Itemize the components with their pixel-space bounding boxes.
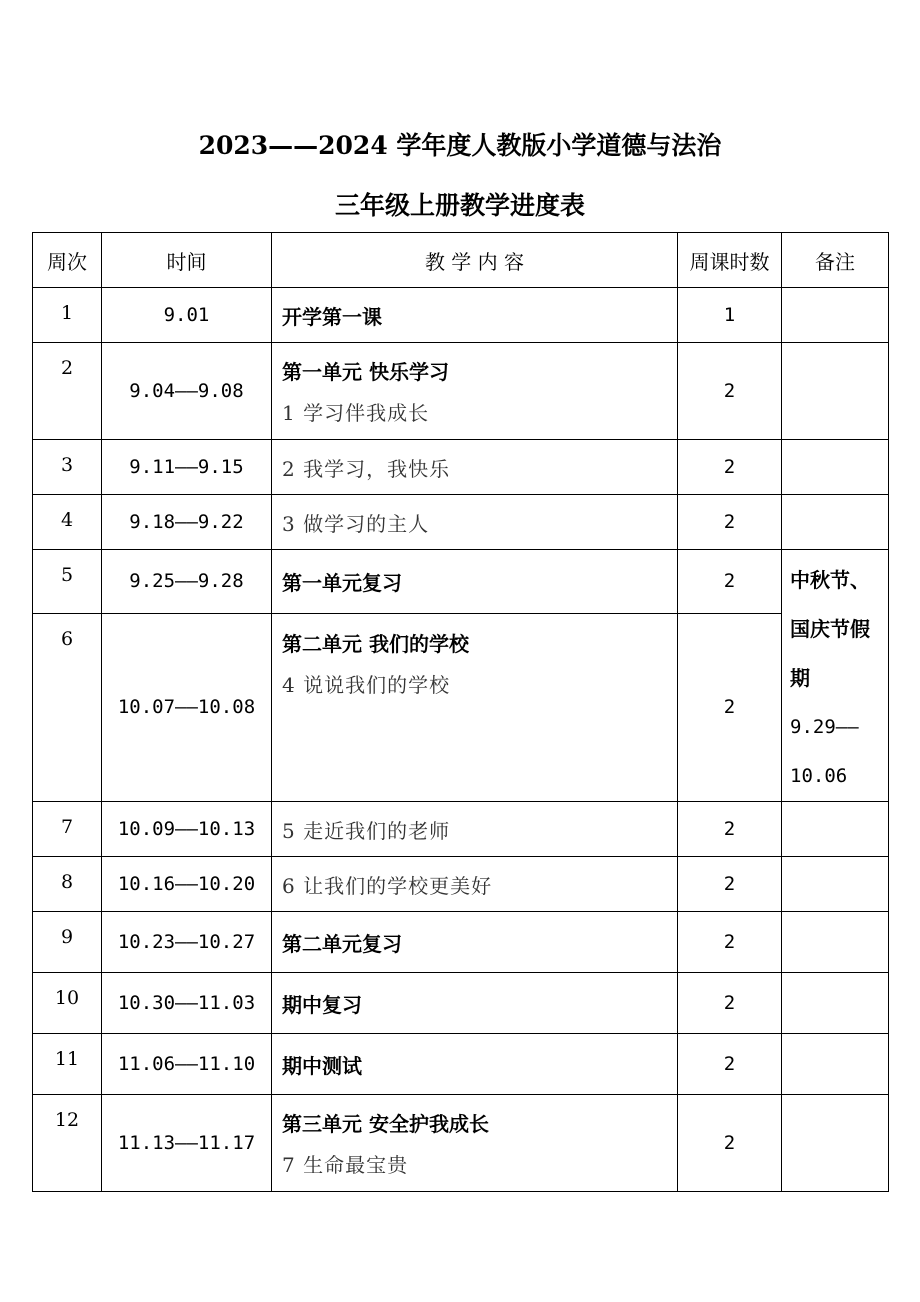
hours-cell: 2 [678,613,782,801]
note-cell [782,857,889,912]
time-cell: 9.18——9.22 [102,495,272,550]
table-row [33,613,889,801]
header-content: 教 学 内 容 [272,233,678,288]
week-cell: 4 [33,495,102,550]
table-row [33,495,889,550]
table-row [33,1034,889,1095]
note-cell [782,802,889,857]
hours-cell: 2 [678,912,782,973]
note-cell [782,343,889,440]
lesson-title: 7 生命最宝贵 [282,1153,409,1177]
lesson-title: 1 学习伴我成长 [282,401,430,425]
week-cell: 10 [33,973,102,1034]
unit-title: 第一单元 快乐学习 [282,360,449,384]
schedule-table [32,232,889,1192]
unit-title: 第三单元 安全护我成长 [282,1112,489,1136]
table-row [33,440,889,495]
hours-cell: 2 [678,802,782,857]
time-cell: 9.01 [102,288,272,343]
content-cell [272,1034,678,1095]
week-cell: 8 [33,857,102,912]
content-cell [272,550,678,614]
hours-cell: 2 [678,440,782,495]
lesson-title: 4 说说我们的学校 [282,672,451,697]
unit-title: 开学第一课 [282,304,382,329]
table-row [33,1095,889,1192]
hours-cell: 2 [678,1034,782,1095]
time-cell: 10.09——10.13 [102,802,272,857]
unit-title: 第一单元复习 [282,570,402,595]
note-cell [782,1034,889,1095]
holiday-note-line: 中秋节、 [790,568,870,592]
time-cell: 10.23——10.27 [102,912,272,973]
content-cell [272,912,678,973]
header-row [33,233,889,288]
time-cell: 9.04——9.08 [102,343,272,440]
lesson-title: 6 让我们的学校更美好 [282,873,493,898]
week-cell: 11 [33,1034,102,1095]
content-cell [272,857,678,912]
header-hours: 周课时数 [678,233,782,288]
content-cell [272,973,678,1034]
holiday-note-line: 期 [790,666,810,690]
week-cell: 6 [33,613,102,801]
table-row [33,912,889,973]
lesson-title: 5 走近我们的老师 [282,818,451,843]
note-cell [782,912,889,973]
table-row [33,288,889,343]
holiday-note-line: 10.06 [790,765,848,787]
week-cell: 2 [33,343,102,440]
holiday-note-cell [782,550,889,802]
week-cell: 7 [33,802,102,857]
week-cell: 9 [33,912,102,973]
time-cell: 10.16——10.20 [102,857,272,912]
hours-cell: 2 [678,550,782,614]
content-cell [272,440,678,495]
note-cell [782,288,889,343]
holiday-note-line: 9.29—— [790,716,859,738]
hours-cell: 2 [678,857,782,912]
note-cell [782,973,889,1034]
content-cell [272,802,678,857]
content-cell [272,288,678,343]
content-cell [272,495,678,550]
content-cell [272,343,678,440]
hours-cell: 2 [678,343,782,440]
unit-title: 期中复习 [282,992,362,1017]
header-week: 周次 [33,233,102,288]
week-cell: 5 [33,550,102,614]
time-cell: 11.06——11.10 [102,1034,272,1095]
title-line-1: 2023——2024 学年度人教版小学道德与法治 [198,131,722,160]
note-cell [782,495,889,550]
hours-cell: 2 [678,495,782,550]
table-row [33,857,889,912]
note-cell [782,1095,889,1192]
unit-title: 第二单元复习 [282,931,402,956]
time-cell: 10.07——10.08 [102,613,272,801]
time-cell: 11.13——11.17 [102,1095,272,1192]
week-cell: 1 [33,288,102,343]
header-time: 时间 [102,233,272,288]
hours-cell: 2 [678,973,782,1034]
note-cell [782,440,889,495]
table-row [33,973,889,1034]
table-row [33,550,889,614]
time-cell: 9.11——9.15 [102,440,272,495]
unit-title: 第二单元 我们的学校 [282,631,469,656]
table-row [33,802,889,857]
title-line-2: 三年级上册教学进度表 [334,191,585,220]
content-cell [272,613,678,801]
hours-cell: 1 [678,288,782,343]
table-row [33,343,889,440]
header-note: 备注 [782,233,889,288]
holiday-note-line: 国庆节假 [790,617,870,641]
time-cell: 10.30——11.03 [102,973,272,1034]
week-cell: 12 [33,1095,102,1192]
week-cell: 3 [33,440,102,495]
lesson-title: 3 做学习的主人 [282,511,430,536]
lesson-title: 2 我学习，我快乐 [282,456,451,481]
time-cell: 9.25——9.28 [102,550,272,614]
hours-cell: 2 [678,1095,782,1192]
unit-title: 期中测试 [282,1053,362,1078]
content-cell [272,1095,678,1192]
